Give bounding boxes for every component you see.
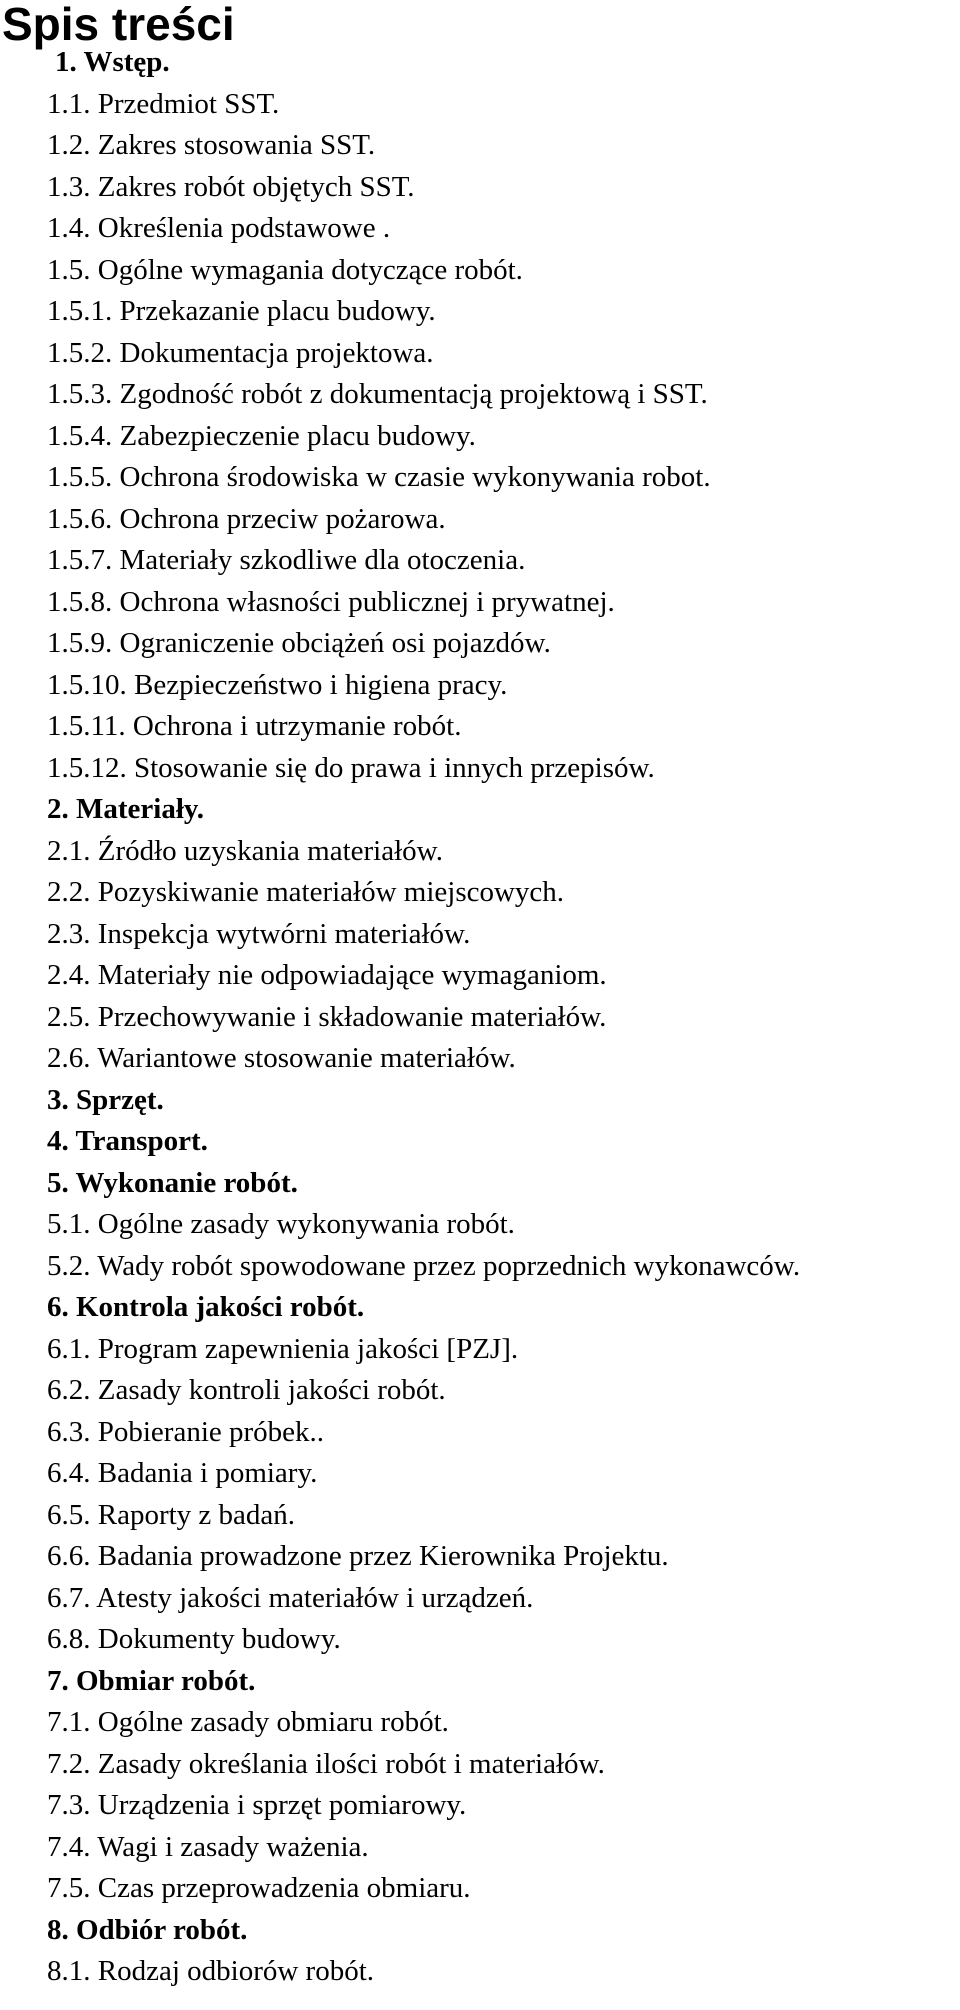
toc-entry: 7.3. Urządzenia i sprzęt pomiarowy.: [47, 1789, 467, 1821]
toc-section-heading: 1. Wstęp.: [55, 46, 170, 78]
toc-entry: 7.2. Zasady określania ilości robót i materiałów.: [47, 1747, 605, 1780]
toc-entry: 2.1. Źródło uzyskania materiałów.: [47, 834, 443, 867]
toc-entry: 6.3. Pobieranie próbek..: [47, 1415, 325, 1448]
toc-entry: 2.4. Materiały nie odpowiadające wymaganiom.: [47, 959, 607, 991]
toc-entry: 6.4. Badania i pomiary.: [47, 1457, 318, 1489]
toc-entry: 2.3. Inspekcja wytwórni materiałów.: [47, 917, 471, 950]
toc-entry: 1.1. Przedmiot SST.: [47, 87, 280, 120]
toc-entry: 1.5.11. Ochrona i utrzymanie robót.: [47, 710, 462, 742]
toc-entry: 1.2. Zakres stosowania SST.: [47, 129, 376, 161]
toc-entry: 1.5.8. Ochrona własności publicznej i prywatnej.: [47, 585, 615, 618]
toc-entry: 2.6. Wariantowe stosowanie materiałów.: [47, 1042, 516, 1074]
toc-section-heading: 7. Obmiar robót.: [47, 1664, 256, 1697]
toc-entry: 5.2. Wady robót spowodowane przez poprzednich wykonawców.: [47, 1249, 801, 1282]
toc-section-heading: 4. Transport.: [47, 1125, 208, 1157]
toc-entry: 7.1. Ogólne zasady obmiaru robót.: [47, 1706, 449, 1738]
toc-entry: 6.2. Zasady kontroli jakości robót.: [47, 1374, 446, 1406]
toc-entry: 7.5. Czas przeprowadzenia obmiaru.: [47, 1872, 471, 1904]
toc-entry: 1.5.10. Bezpieczeństwo i higiena pracy.: [47, 668, 508, 701]
toc-entry: 1.5.1. Przekazanie placu budowy.: [47, 295, 436, 327]
toc-entry: 2.5. Przechowywanie i składowanie materiałów.: [47, 1000, 607, 1033]
table-of-contents: [0, 42, 960, 1993]
toc-entry: 6.5. Raporty z badań.: [47, 1498, 296, 1531]
toc-entry: 1.3. Zakres robót objętych SST.: [47, 170, 415, 203]
toc-entry: 1.5.12. Stosowanie się do prawa i innych przepisów.: [47, 751, 655, 784]
toc-section-heading: 8. Odbiór robót.: [47, 1913, 248, 1946]
toc-entry: 6.1. Program zapewnienia jakości [PZJ].: [47, 1332, 519, 1365]
toc-section-heading: 6. Kontrola jakości robót.: [47, 1291, 365, 1323]
toc-entry: 8.1. Rodzaj odbiorów robót.: [47, 1955, 375, 1987]
document-title: Spis treści: [2, 0, 235, 50]
toc-section-heading: 3. Sprzęt.: [47, 1083, 164, 1116]
toc-entry: 1.5. Ogólne wymagania dotyczące robót.: [47, 253, 523, 286]
toc-section-heading: 5. Wykonanie robót.: [47, 1166, 298, 1199]
toc-entry: 6.8. Dokumenty budowy.: [47, 1623, 341, 1655]
toc-entry: 2.2. Pozyskiwanie materiałów miejscowych.: [47, 876, 565, 908]
toc-entry: 7.4. Wagi i zasady ważenia.: [47, 1830, 369, 1863]
toc-entry: 1.5.7. Materiały szkodliwe dla otoczenia.: [47, 544, 526, 576]
toc-entry: 1.5.9. Ograniczenie obciążeń osi pojazdów.: [47, 627, 551, 659]
toc-entry: 1.5.2. Dokumentacja projektowa.: [47, 336, 434, 369]
toc-entry: 5.1. Ogólne zasady wykonywania robót.: [47, 1208, 515, 1240]
toc-entry: 6.6. Badania prowadzone przez Kierownika Projektu.: [47, 1540, 669, 1572]
toc-entry: 6.7. Atesty jakości materiałów i urządzeń.: [47, 1581, 534, 1614]
toc-entry: 1.4. Określenia podstawowe .: [47, 212, 391, 244]
toc-entry: 1.5.5. Ochrona środowiska w czasie wykonywania robot.: [47, 461, 711, 493]
toc-entry: 1.5.6. Ochrona przeciw pożarowa.: [47, 502, 446, 535]
toc-entry: 1.5.4. Zabezpieczenie placu budowy.: [47, 419, 476, 452]
toc-entry: 1.5.3. Zgodność robót z dokumentacją projektową i SST.: [47, 378, 708, 410]
toc-section-heading: 2. Materiały.: [47, 793, 205, 825]
